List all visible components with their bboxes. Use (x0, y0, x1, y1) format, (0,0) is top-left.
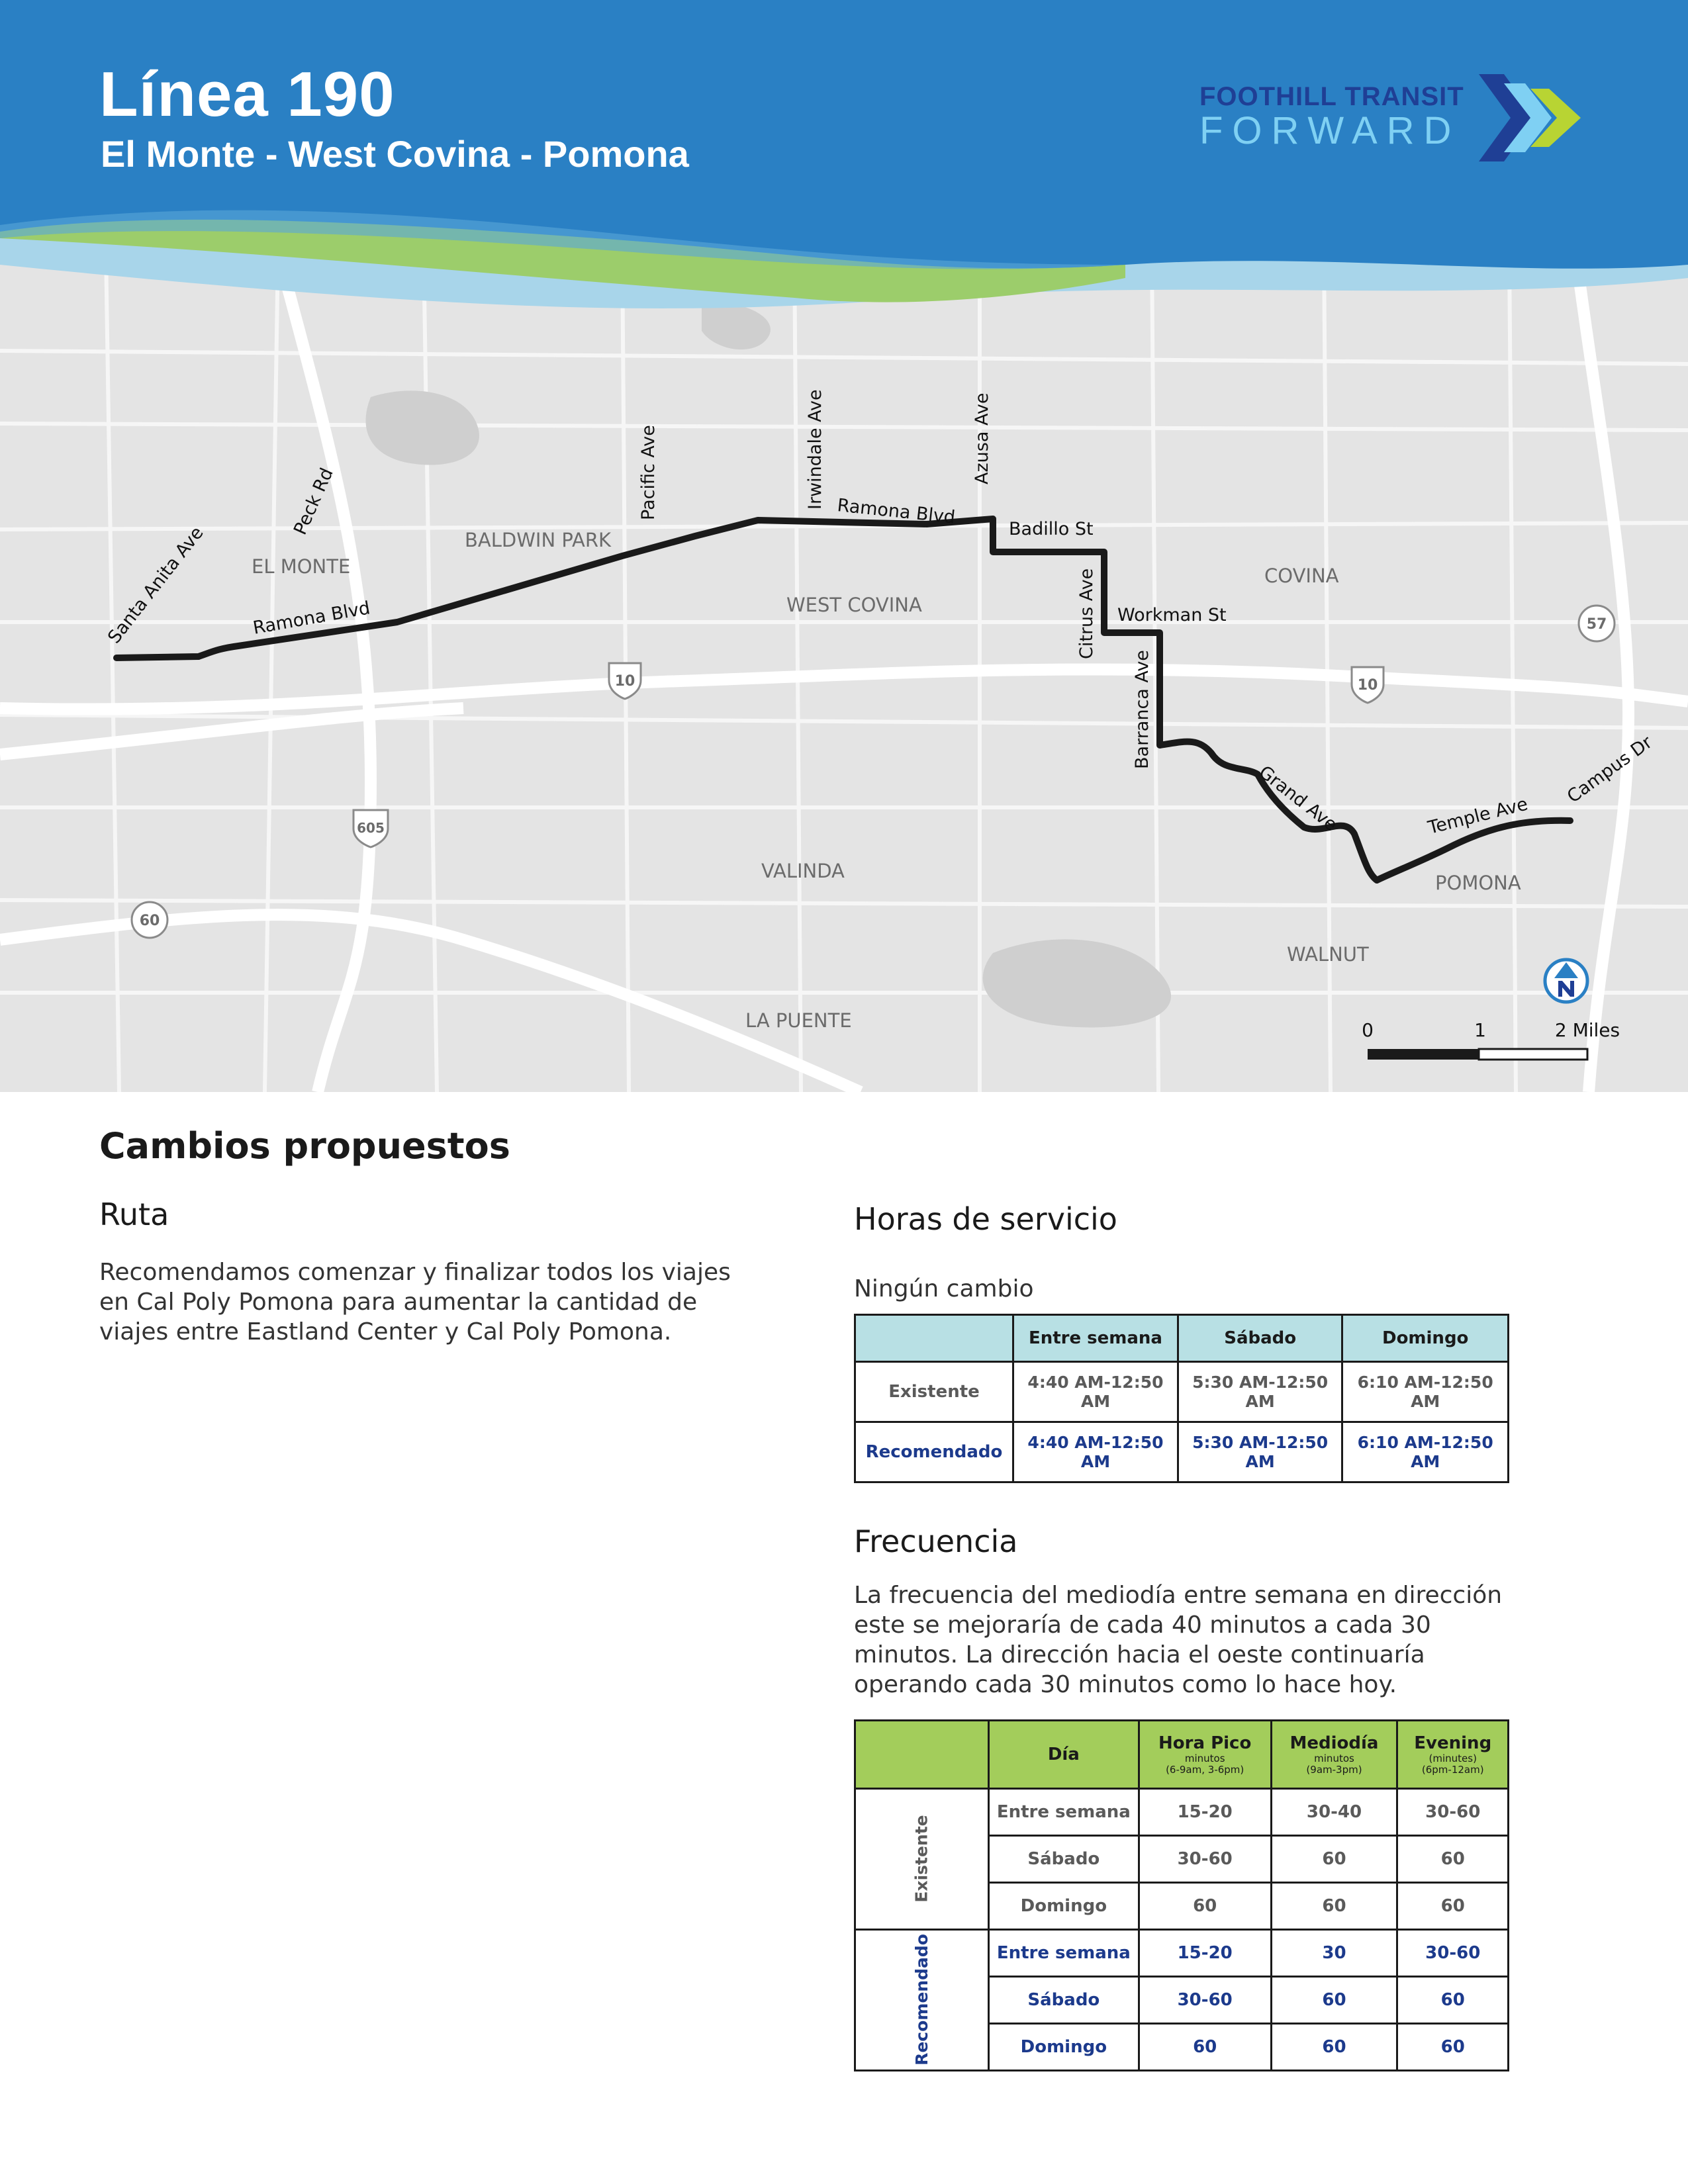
table-header-cell: Domingo (1342, 1315, 1509, 1362)
row-label: Recomendado (855, 1422, 1013, 1482)
scale-label-2: 2 Miles (1554, 1019, 1620, 1041)
street-label-ramona-west: Ramona Blvd (251, 598, 372, 639)
table-cell: 15-20 (1139, 1930, 1271, 1977)
city-label-pomona: POMONA (1435, 872, 1521, 894)
table-row (855, 1362, 1509, 1422)
table-cell: 5:30 AM-12:50 AM (1178, 1362, 1342, 1422)
svg-text:60: 60 (139, 913, 160, 929)
subheading-service-hours: Horas de servicio (854, 1201, 1117, 1237)
table-header-row (855, 1721, 1509, 1789)
north-arrow-icon (1545, 960, 1587, 1002)
route-description: Recomendamos comenzar y finalizar todos los viajes en Cal Poly Pomona para aumentar la cantidad de viajes entre Eastland Center y Cal Poly Pomona. (99, 1259, 731, 1345)
city-label-valinda: VALINDA (761, 860, 845, 882)
table-cell: 6:10 AM-12:50 AM (1342, 1422, 1509, 1482)
table-cell: 60 (1397, 1977, 1509, 2024)
page-title: Línea 190 (99, 59, 395, 130)
table-cell: 60 (1139, 2024, 1271, 2071)
table-cell: 60 (1271, 1836, 1397, 1883)
service-hours-note: Ningún cambio (854, 1275, 1034, 1302)
table-cell: 4:40 AM-12:50 AM (1013, 1362, 1178, 1422)
table-row (855, 1930, 1509, 1977)
city-label-el-monte: EL MONTE (252, 555, 351, 578)
peak-label: Hora Pico (1158, 1733, 1252, 1753)
state-route-60-shield (132, 902, 167, 938)
table-header-cell: Sábado (1178, 1315, 1342, 1362)
evening-label: Evening (1414, 1733, 1492, 1753)
street-label-citrus: Citrus Ave (1076, 568, 1097, 659)
table-row (855, 1422, 1509, 1482)
page-subtitle: El Monte - West Covina - Pomona (101, 133, 689, 175)
svg-text:10: 10 (1357, 677, 1378, 694)
street-label-temple: Temple Ave (1426, 794, 1530, 839)
subheading-route: Ruta (99, 1197, 169, 1232)
svg-text:10: 10 (614, 673, 635, 690)
table-header-cell (855, 1315, 1013, 1362)
street-label-ramona-east: Ramona Blvd (836, 495, 957, 528)
route-map (0, 251, 1688, 1092)
table-header-day: Día (988, 1721, 1139, 1789)
evening-range: (6pm-12am) (1421, 1764, 1484, 1776)
group-label-text: Existente (912, 1815, 931, 1903)
frequency-description: La frecuencia del mediodía entre semana en dirección este se mejoraría de cada 40 minutos a cada 30 minutos. La dirección hacia el oeste continuaría operando cada 30 minutos como lo hace hoy. (854, 1582, 1503, 1698)
table-header-cell: Entre semana (1013, 1315, 1178, 1362)
peak-unit: minutos (1184, 1752, 1225, 1764)
scale-label-0: 0 (1362, 1019, 1374, 1041)
street-label-peck: Peck Rd (290, 465, 338, 538)
table-cell: 30 (1271, 1930, 1397, 1977)
table-cell: 60 (1397, 1883, 1509, 1930)
subheading-frequency: Frecuencia (854, 1524, 1018, 1559)
midday-range: (9am-3pm) (1306, 1764, 1362, 1776)
table-cell: 5:30 AM-12:50 AM (1178, 1422, 1342, 1482)
street-label-workman: Workman St (1117, 605, 1227, 625)
day-cell: Domingo (988, 1883, 1139, 1930)
street-label-pacific: Pacific Ave (638, 425, 659, 520)
svg-text:605: 605 (357, 820, 385, 836)
group-label-text: Recomendado (912, 1934, 931, 2066)
street-label-badillo: Badillo St (1009, 519, 1094, 539)
evening-unit: (minutes) (1429, 1752, 1477, 1764)
svg-text:57: 57 (1586, 616, 1607, 633)
table-row (855, 1789, 1509, 1836)
table-cell: 30-40 (1271, 1789, 1397, 1836)
table-header-midday (1271, 1721, 1397, 1789)
service-hours-table (854, 1314, 1509, 1483)
table-header-evening (1397, 1721, 1509, 1789)
table-cell: 60 (1271, 1883, 1397, 1930)
street-label-campus: Campus Dr (1563, 732, 1656, 807)
table-cell: 30-60 (1139, 1836, 1271, 1883)
city-label-baldwin-park: BALDWIN PARK (465, 529, 611, 551)
table-header-cell (855, 1721, 989, 1789)
table-header-peak (1139, 1721, 1271, 1789)
table-header-row (855, 1315, 1509, 1362)
day-cell: Sábado (988, 1977, 1139, 2024)
table-cell: 60 (1397, 1836, 1509, 1883)
street-label-azusa: Azusa Ave (972, 392, 992, 484)
logo-wordmark-bottom: FORWARD (1199, 109, 1461, 152)
table-cell: 60 (1271, 2024, 1397, 2071)
table-cell: 15-20 (1139, 1789, 1271, 1836)
logo-wordmark-top: FOOTHILL TRANSIT (1199, 82, 1464, 111)
table-cell: 30-60 (1139, 1977, 1271, 2024)
table-cell: 60 (1397, 2024, 1509, 2071)
table-cell: 60 (1271, 1977, 1397, 2024)
group-label-existing (855, 1789, 989, 1930)
city-label-covina: COVINA (1264, 565, 1339, 587)
day-cell: Domingo (988, 2024, 1139, 2071)
row-label: Existente (855, 1362, 1013, 1422)
state-route-57-shield (1579, 606, 1615, 641)
street-label-santa-anita: Santa Anita Ave (104, 522, 208, 648)
street-label-irwindale: Irwindale Ave (805, 389, 825, 510)
table-cell: 4:40 AM-12:50 AM (1013, 1422, 1178, 1482)
frequency-table (854, 1719, 1509, 2071)
midday-unit: minutos (1314, 1752, 1354, 1764)
group-label-recommended (855, 1930, 989, 2071)
scale-label-1: 1 (1474, 1019, 1486, 1041)
table-cell: 6:10 AM-12:50 AM (1342, 1362, 1509, 1422)
city-label-walnut: WALNUT (1287, 943, 1369, 966)
section-heading-proposed-changes: Cambios propuestos (99, 1125, 510, 1167)
street-label-barranca: Barranca Ave (1132, 650, 1152, 769)
table-cell: 30-60 (1397, 1789, 1509, 1836)
table-cell: 60 (1139, 1883, 1271, 1930)
table-cell: 30-60 (1397, 1930, 1509, 1977)
day-cell: Sábado (988, 1836, 1139, 1883)
city-label-la-puente: LA PUENTE (745, 1009, 852, 1032)
day-cell: Entre semana (988, 1930, 1139, 1977)
street-label-grand: Grand Ave (1254, 762, 1341, 836)
midday-label: Mediodía (1289, 1733, 1379, 1753)
day-cell: Entre semana (988, 1789, 1139, 1836)
city-label-west-covina: WEST COVINA (786, 594, 922, 616)
peak-range: (6-9am, 3-6pm) (1166, 1764, 1244, 1776)
